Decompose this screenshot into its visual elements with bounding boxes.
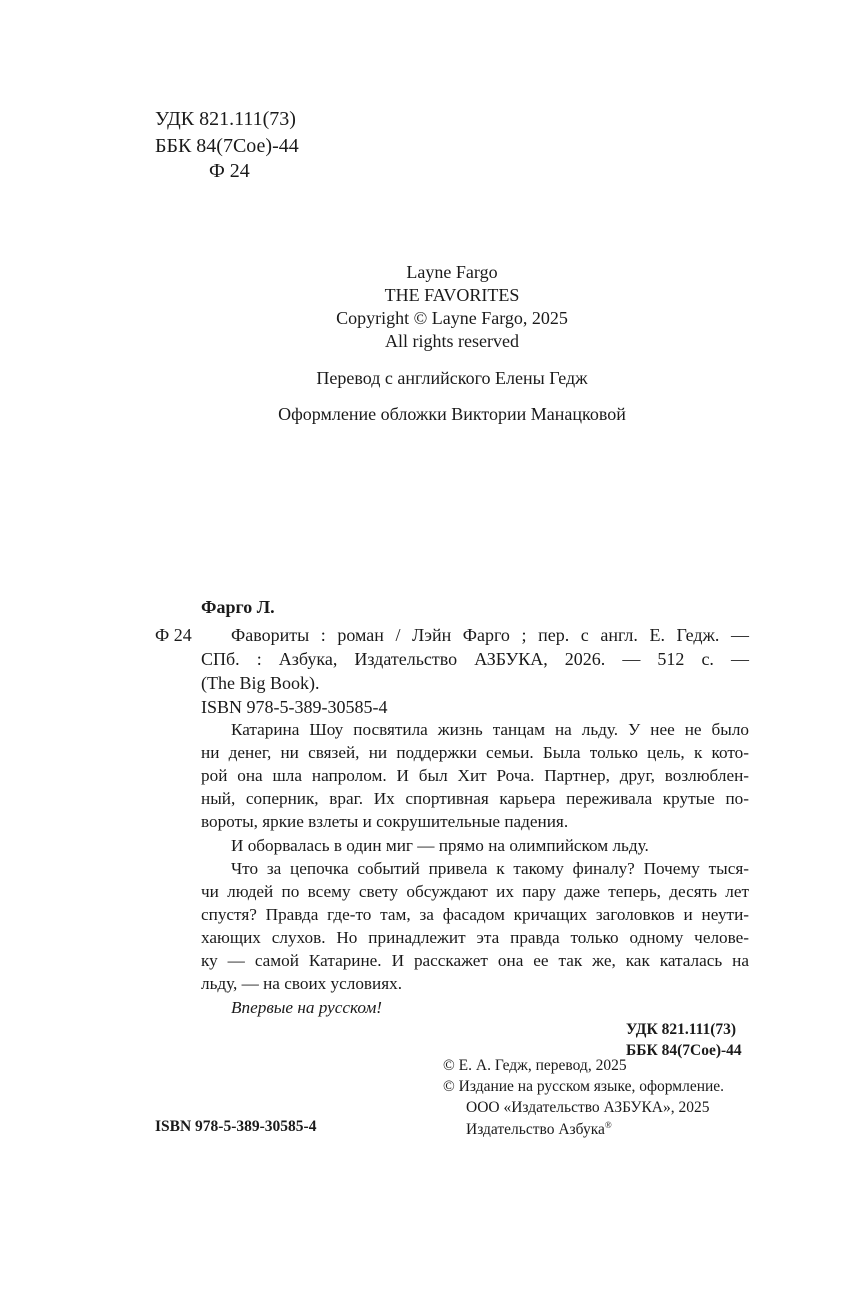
annotation-line: вороты, яркие взлеты и сокрушительные падения. bbox=[201, 812, 569, 831]
original-rights: All rights reserved bbox=[385, 331, 519, 351]
cover-design-credit: Оформление обложки Виктории Манацковой bbox=[278, 404, 626, 424]
catalog-entry-line: Фавориты : роман / Лэйн Фарго ; пер. с англ. Е. Гедж. — bbox=[231, 625, 749, 645]
first-in-russian: Впервые на русском! bbox=[231, 998, 383, 1017]
annotation-line: хающих слухов. Но принадлежит эта правда только одному челове- bbox=[201, 928, 749, 947]
annotation-line: рой она шла напролом. И был Хит Роча. Партнер, друг, возлюблен- bbox=[201, 766, 749, 785]
original-title: THE FAVORITES bbox=[384, 285, 520, 305]
publisher-line: ООО «Издательство АЗБУКА», 2025 bbox=[466, 1099, 710, 1116]
annotation-line: И оборвалась в один миг — прямо на олимпийском льду. bbox=[231, 836, 649, 855]
annotation-line: спустя? Правда где-то там, за фасадом кричащих заголовков и неути- bbox=[201, 905, 749, 924]
footer-isbn: ISBN 978-5-389-30585-4 bbox=[155, 1118, 317, 1135]
annotation-line: чи людей по всему свету обсуждают их пару даже теперь, десять лет bbox=[201, 882, 749, 901]
annotation-line: Катарина Шоу посвятила жизнь танцам на льду. У нее не было bbox=[231, 720, 749, 739]
catalog-entry-line: (The Big Book). bbox=[201, 673, 320, 693]
catalog-heading: Фарго Л. bbox=[201, 597, 275, 617]
translation-credit: Перевод с английского Елены Гедж bbox=[316, 368, 588, 388]
bbk-small: ББК 84(7Сое)-44 bbox=[626, 1042, 742, 1059]
registered-mark: ® bbox=[604, 1120, 612, 1130]
publisher-imprint-name: Издательство Азбука bbox=[466, 1121, 605, 1139]
author-mark: Ф 24 bbox=[209, 160, 250, 182]
publisher-imprint bbox=[466, 1120, 612, 1139]
annotation-line: ный, соперник, враг. Их спортивная карьера переживала крутые по- bbox=[201, 789, 749, 808]
catalog-author-mark: Ф 24 bbox=[155, 625, 192, 645]
original-author: Layne Fargo bbox=[406, 262, 498, 282]
copyright-translation: © Е. А. Гедж, перевод, 2025 bbox=[443, 1057, 627, 1074]
annotation-line: льду, — на своих условиях. bbox=[201, 974, 403, 993]
catalog-isbn: ISBN 978-5-389-30585-4 bbox=[201, 697, 388, 717]
copyright-edition: © Издание на русском языке, оформление. bbox=[443, 1078, 725, 1095]
annotation-line: ни денег, ни связей, ни поддержки семьи. Была только цель, к кото- bbox=[201, 743, 749, 762]
annotation-line: ку — самой Катарине. И расскажет она ее так же, как каталась на bbox=[201, 951, 749, 970]
udk-code: УДК 821.111(73) bbox=[155, 108, 296, 130]
catalog-entry-line: СПб. : Азбука, Издательство АЗБУКА, 2026. — 512 с. — bbox=[201, 649, 749, 669]
annotation-line: Что за цепочка событий привела к такому финалу? Почему тыся- bbox=[231, 859, 749, 878]
original-copyright: Copyright © Layne Fargo, 2025 bbox=[336, 308, 568, 328]
udk-small: УДК 821.111(73) bbox=[626, 1021, 737, 1038]
bbk-code: ББК 84(7Сое)-44 bbox=[155, 135, 299, 157]
